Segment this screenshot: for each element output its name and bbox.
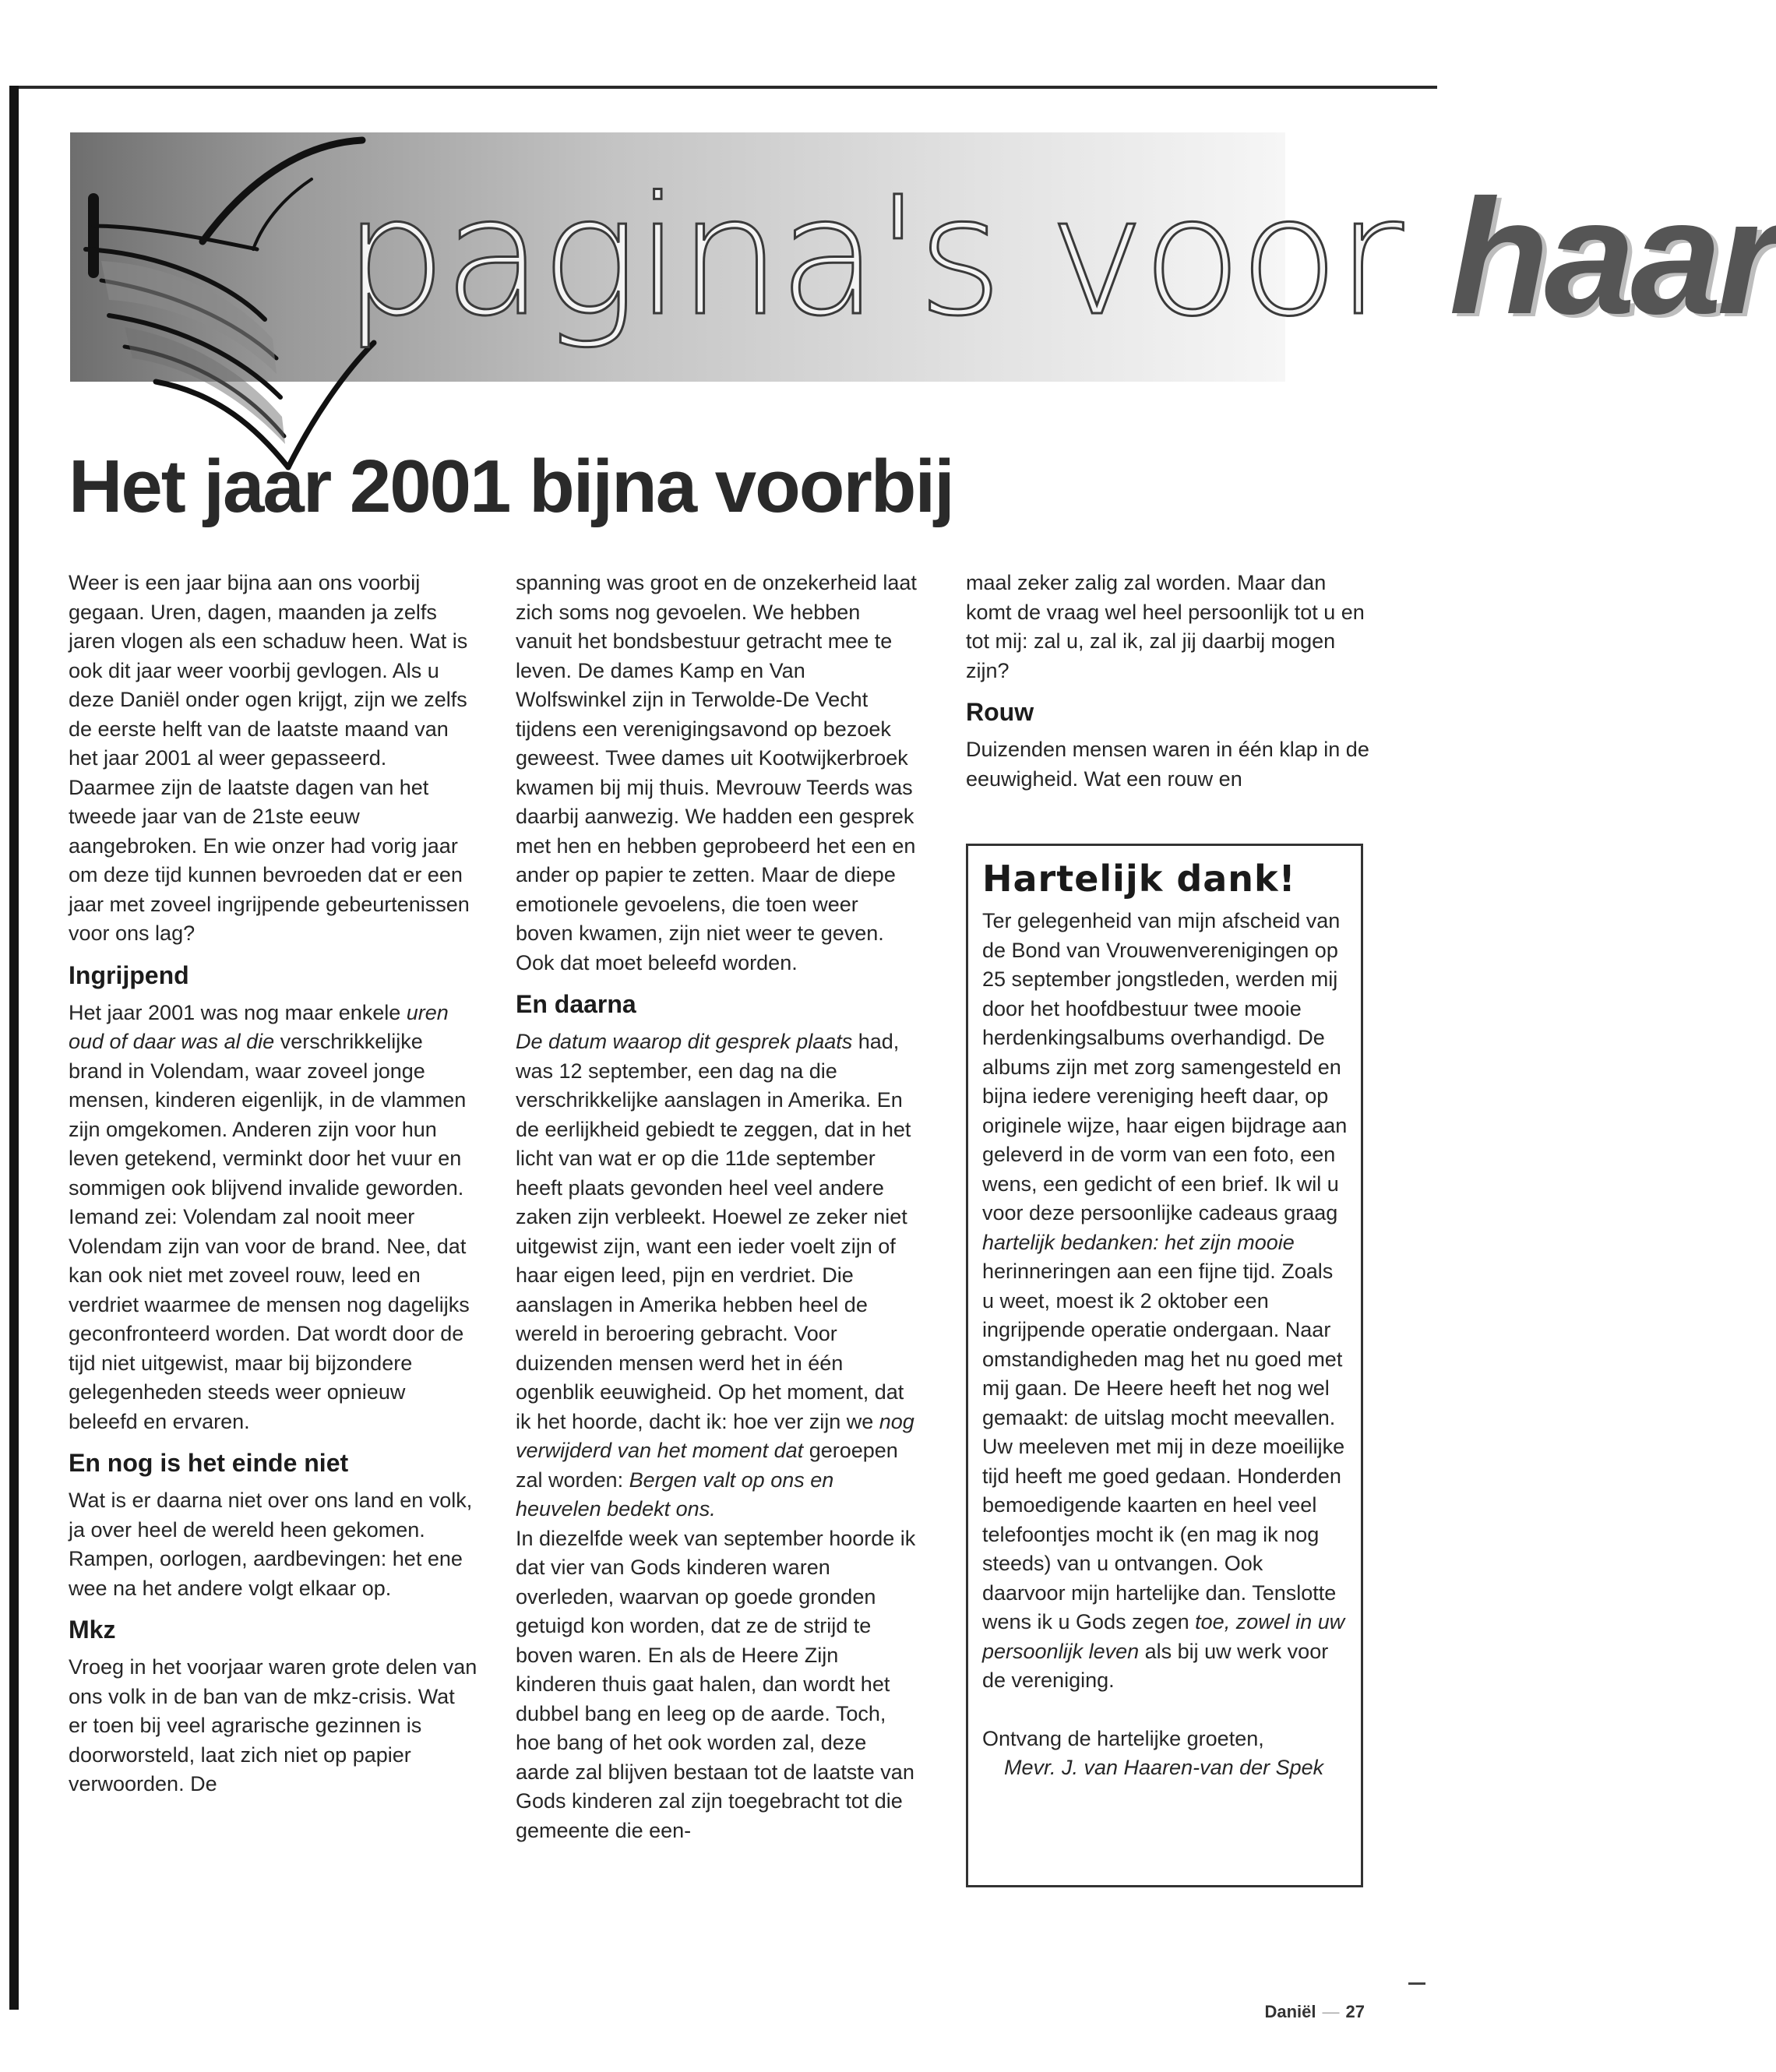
intro-paragraph: Weer is een jaar bijna aan ons voorbij gegaan. Uren, dagen, maanden ja zelfs jaren vlogen als een schaduw heen. Wat is ook dit jaar weer voorbij gevlogen. Als u deze Daniël onder ogen krijgt, zijn we zelfs de eerste helft van de laatste maand van het jaar 2001 al weer gepasseerd. Daarmee zijn de laatste dagen van het tweede jaar van de 21ste eeuw aangebroken. En wie onzer had vorig jaar om deze tijd kunnen bevroeden dat er een jaar met zoveel ingrijpende gebeurtenissen voor ons lag? xyxy=(69,571,470,945)
box-title: Hartelijk dank! xyxy=(982,858,1296,900)
page-footer: Daniël — 27 xyxy=(1264,2002,1365,2021)
thank-you-box xyxy=(966,844,1363,1887)
box-greeting: Ontvang de hartelijke groeten, xyxy=(982,1726,1264,1750)
paragraph-daarna: De datum waarop dit gesprek plaats had, was 12 september, een dag na die verschrikkelijke aanslagen in Amerika. En de eerlijkheid gebiedt te zeggen, dat in het licht van wat er op die 11de september heeft plaats gevonden heel veel andere zaken zijn verbleekt. Hoewel ze zeker niet uitgewist zijn, want een ieder voelt zijn of haar eigen leed, pijn en verdriet. Die aanslagen in Amerika hebben heel de wereld in beroering gebracht. Voor duizenden mensen werd het in één ogenblik eeuwigheid. Op het moment, dat ik het hoorde, dacht ik: hoe ver zijn we nog verwijderd van het moment dat geroepen zal worden: Bergen valt op ons en heuvelen bedekt ons. xyxy=(516,1030,914,1521)
paragraph-spanning: spanning was groot en de onzekerheid laat zich soms nog gevoelen. We hebben vanuit het bondsbestuur getracht mee te leven. De dames Kamp en Van Wolfswinkel zijn in Terwolde-De Vecht tijdens een verenigingsavond op bezoek geweest. Twee dames uit Kootwijkerbroek kwamen bij mij thuis. Mevrouw Teerds was daarbij aanwezig. We hadden een gesprek met hen en hebben geprobeerd het een en ander op papier te zetten. Maar de diepe emotionele gevoelens, die toen weer boven kwamen, zijn niet weer te geven. Ook dat moet beleefd worden. xyxy=(516,571,917,974)
box-paragraph: Ter gelegenheid van mijn afscheid van de Bond van Vrouwenverenigingen op 25 september jongstleden, werden mij door het hoofdbestuur twee mooie herdenkingsalbums overhandigd. De albums zijn met zorg samengesteld en bijna iedere vereniging heeft daar, op originele wijze, haar eigen bijdrage aan geleverd in de vorm van een foto, een wens, een gedicht of een brief. Ik wil u voor deze persoonlijke cadeaus graag hartelijk bedanken: het zijn mooie herinneringen aan een fijne tijd. Zoals u weet, moest ik 2 oktober een ingrijpende operatie ondergaan. Naar omstandigheden mag het nu goed met mij gaan. De Heere heeft het nog wel gemaakt: de uitslag mocht meevallen. Uw meeleven met mij in deze moeilijke tijd heeft me goed gedaan. Honderden bemoedigende kaarten en heel veel telefoontjes mocht ik (en mag ik nog steeds) van u ontvangen. Ook daarvoor mijn hartelijke dan. Tenslotte wens ik u Gods zegen toe, zowel in uw persoonlijk leven als bij uw werk voor de vereniging. xyxy=(982,909,1348,1692)
paragraph-einde: Wat is er daarna niet over ons land en volk, ja over heel de wereld heen gekomen. Rampen, oorlogen, aardbevingen: het ene wee na het andere volgt elkaar op. xyxy=(69,1489,473,1600)
masthead-bold: haar xyxy=(1449,165,1776,348)
subheading-rouw: Rouw xyxy=(966,698,1034,726)
masthead-light: pagina's voor xyxy=(343,161,1450,352)
magazine-name: Daniël xyxy=(1264,2002,1316,2021)
masthead-title xyxy=(343,156,1776,358)
subheading-ingrijpend: Ingrijpend xyxy=(69,960,189,989)
paragraph-rouw: Duizenden mensen waren in één klap in de eeuwigheid. Wat een rouw en xyxy=(966,738,1369,791)
open-book-icon xyxy=(55,125,382,491)
box-signature: Mevr. J. van Haaren-van der Spek xyxy=(1004,1756,1324,1779)
top-rule xyxy=(9,86,1437,89)
left-margin-bar xyxy=(9,86,19,2010)
paragraph-mkz: Vroeg in het voorjaar waren grote delen van ons volk in de ban van de mkz-crisis. Wat er toen bij veel agrarische gezinnen is doorworsteld, laat zich niet op papier verwoorden. De xyxy=(69,1655,477,1795)
page-headline: Het jaar 2001 bijna voorbij xyxy=(69,445,953,528)
paragraph-ingrijpend: Het jaar 2001 was nog maar enkele uren oud of daar was al die verschrikkelijke brand in Volendam, waar zoveel jonge mensen, kinderen eigenlijk, in de vlammen zijn omgekomen. Anderen zijn voor hun leven getekend, verminkt door het vuur en sommigen ook blijvend invalide geworden. Iemand zei: Volendam zal nooit meer Volendam zijn van voor de brand. Nee, dat kan ook niet met zoveel rouw, leed en verdriet waarmee de mensen nog dagelijks geconfronteerd worden. Dat wordt door de tijd niet uitgewist, maar bij bijzondere gelegenheden steeds weer opnieuw beleefd en ervaren. xyxy=(69,1000,470,1433)
subheading-daarna: En daarna xyxy=(516,990,636,1018)
corner-mark xyxy=(1408,1982,1425,1985)
page-number: 27 xyxy=(1345,2002,1365,2021)
paragraph-diezelfde-week: In diezelfde week van september hoorde ik dat vier van Gods kinderen waren overleden, waarvan op goede gronden getuigd kon worden, dat ze de strijd te boven waren. En als de Heere Zijn kinderen thuis gaat halen, dan wordt het dubbel bang en leeg op de aarde. Toch, hoe bang of het ook worden zal, deze aarde zal blijven bestaan tot de laatste van Gods kinderen zal zijn toegebracht tot die gemeente die een- xyxy=(516,1526,916,1842)
subheading-mkz: Mkz xyxy=(69,1616,116,1644)
column-1 xyxy=(69,569,477,1799)
column-3 xyxy=(966,569,1371,794)
column-2 xyxy=(516,569,921,1845)
paragraph-zalig: maal zeker zalig zal worden. Maar dan komt de vraag wel heel persoonlijk tot u en tot mij: zal u, zal ik, zal jij daarbij mogen zijn? xyxy=(966,571,1365,682)
subheading-einde: En nog is het einde niet xyxy=(69,1449,349,1477)
